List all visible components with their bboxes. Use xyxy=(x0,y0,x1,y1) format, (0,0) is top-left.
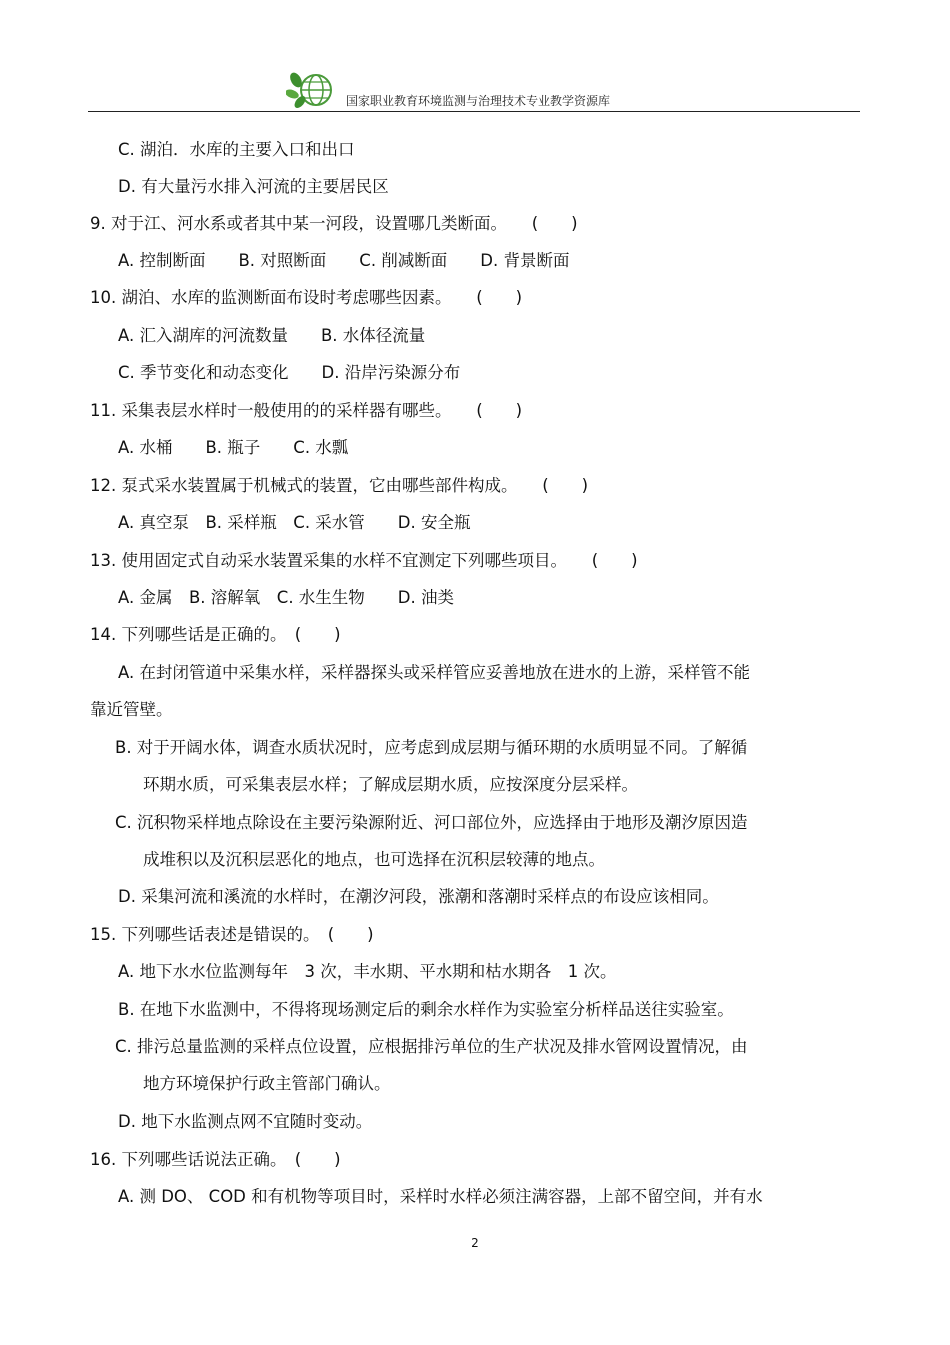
question-14-option-a: A. 在封闭管道中采集水样，采样器探头或采样管应妥善地放在进水的上游，采样管不能 xyxy=(118,663,750,682)
question-10-options-ab: A. 汇入湖库的河流数量 B. 水体径流量 xyxy=(118,326,426,345)
question-10-options-cd: C. 季节变化和动态变化 D. 沿岸污染源分布 xyxy=(118,363,461,382)
question-11: 11. 采集表层水样时一般使用的的采样器有哪些。 ( ) xyxy=(90,401,523,420)
question-14-option-c: C. 沉积物采样地点除设在主要污染源附近、河口部位外，应选择由于地形及潮汐原因造 xyxy=(115,813,748,832)
question-11-options: A. 水桶 B. 瓶子 C. 水瓢 xyxy=(118,438,349,457)
question-15-option-c-cont: 地方环境保护行政主管部门确认。 xyxy=(143,1074,391,1093)
option-c-lake-reservoir: C. 湖泊．水库的主要入口和出口 xyxy=(118,140,355,159)
question-16: 16. 下列哪些话说法正确。 ( ) xyxy=(90,1150,341,1169)
question-10: 10. 湖泊、水库的监测断面布设时考虑哪些因素。 ( ) xyxy=(90,288,523,307)
question-9: 9. 对于江、河水系或者其中某一河段，设置哪几类断面。 ( ) xyxy=(90,214,578,233)
question-14-option-b: B. 对于开阔水体，调查水质状况时，应考虑到成层期与循环期的水质明显不同。了解循 xyxy=(115,738,748,757)
question-13-options: A. 金属 B. 溶解氧 C. 水生生物 D. 油类 xyxy=(118,588,455,607)
page-number: 2 xyxy=(471,1236,479,1250)
page-header xyxy=(88,64,860,112)
question-15-option-b: B. 在地下水监测中，不得将现场测定后的剩余水样作为实验室分析样品送往实验室。 xyxy=(118,1000,734,1019)
question-9-options: A. 控制断面 B. 对照断面 C. 削减断面 D. 背景断面 xyxy=(118,251,570,270)
question-12-options: A. 真空泵 B. 采样瓶 C. 采水管 D. 安全瓶 xyxy=(118,513,471,532)
question-14: 14. 下列哪些话是正确的。 ( ) xyxy=(90,625,341,644)
header-title: 国家职业教育环境监测与治理技术专业教学资源库 xyxy=(346,94,611,108)
question-16-option-a: A. 测 DO、 COD 和有机物等项目时，采样时水样必须注满容器，上部不留空间，并有水 xyxy=(118,1187,763,1206)
question-14-option-d: D. 采集河流和溪流的水样时，在潮汐河段，涨潮和落潮时采样点的布设应该相同。 xyxy=(118,887,719,906)
question-15: 15. 下列哪些话表述是错误的。 ( ) xyxy=(90,925,374,944)
question-15-option-d: D. 地下水监测点网不宜随时变动。 xyxy=(118,1112,373,1131)
question-14-option-a-cont: 靠近管壁。 xyxy=(90,700,173,719)
option-d-residential-area: D. 有大量污水排入河流的主要居民区 xyxy=(118,177,389,196)
header-rule xyxy=(88,111,860,112)
question-13: 13. 使用固定式自动采水装置采集的水样不宜测定下列哪些项目。 ( ) xyxy=(90,551,638,570)
question-12: 12. 泵式采水装置属于机械式的装置，它由哪些部件构成。 ( ) xyxy=(90,476,589,495)
question-15-option-a: A. 地下水水位监测每年 3 次，丰水期、平水期和枯水期各 1 次。 xyxy=(118,962,617,981)
question-15-option-c: C. 排污总量监测的采样点位设置，应根据排污单位的生产状况及排水管网设置情况，由 xyxy=(115,1037,748,1056)
question-14-option-b-cont: 环期水质，可采集表层水样；了解成层期水质，应按深度分层采样。 xyxy=(143,775,638,794)
question-14-option-c-cont: 成堆积以及沉积层恶化的地点，也可选择在沉积层较薄的地点。 xyxy=(143,850,605,869)
globe-leaf-logo-icon xyxy=(286,70,334,110)
